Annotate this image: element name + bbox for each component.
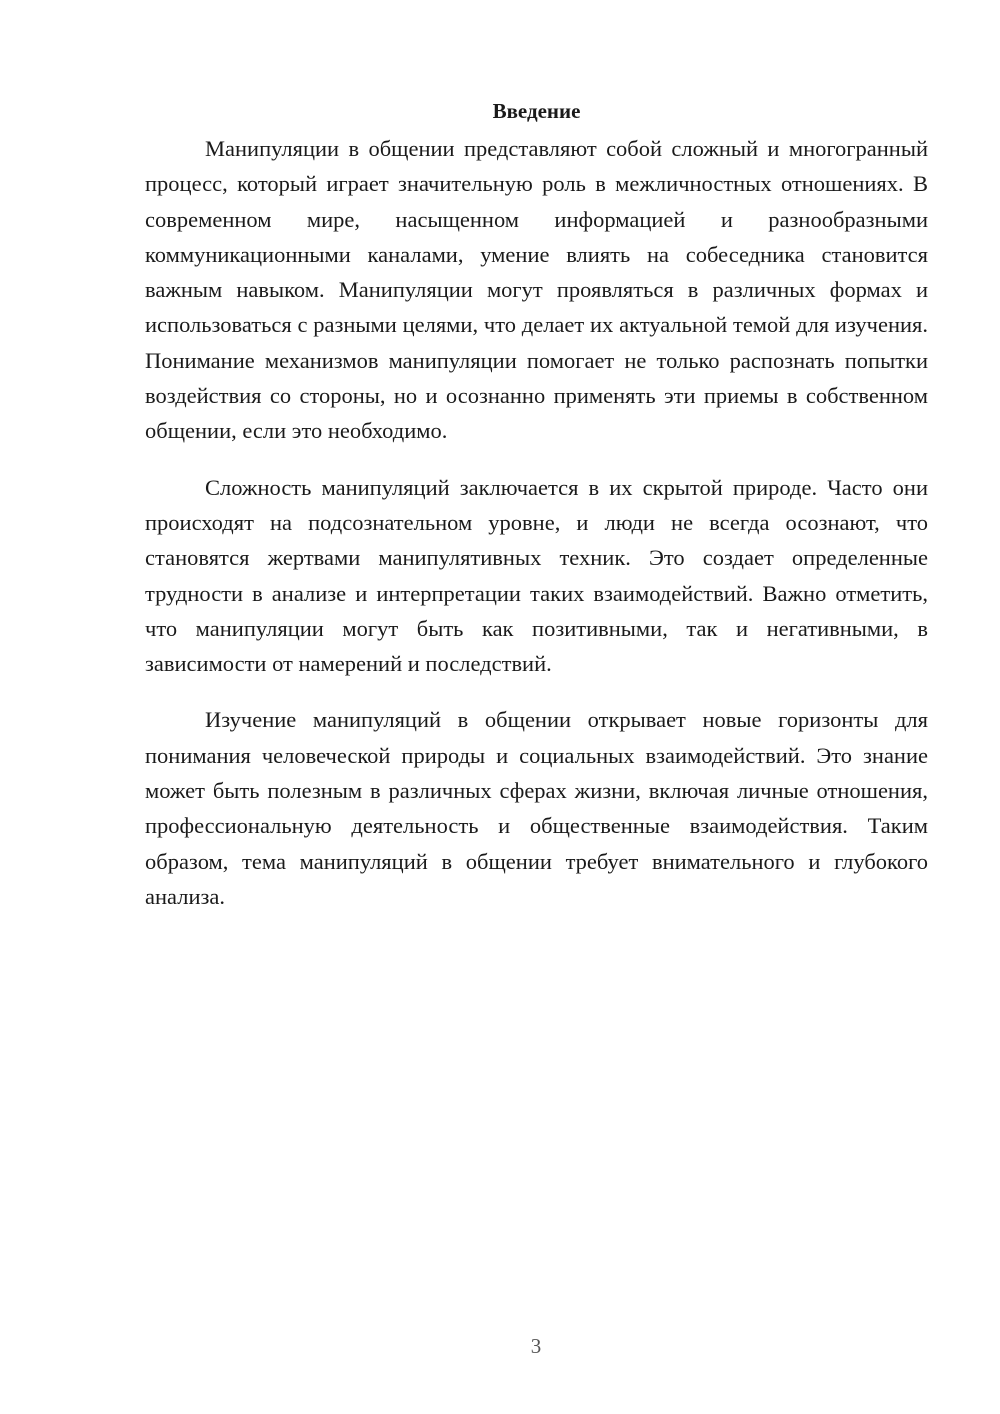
paragraph-3: Изучение манипуляций в общении открывает новые горизонты для понимания человеческой природы и социальных взаимодействий. Это знание может быть полезным в различных сферах жизни, включая личные отношения, профессиональную деятельность и общественные взаимодействия. Таким образом, тема манипуляций в общении требует внимательного и глубокого анализа. (145, 707, 928, 909)
section-heading: Введение (492, 99, 581, 123)
paragraph-2: Сложность манипуляций заключается в их скрытой природе. Часто они происходят на подсознательном уровне, и люди не всегда осознают, что становятся жертвами манипулятивных техник. Это создает определенные трудности в анализе и интерпретации таких взаимодействий. Важно отметить, что манипуляции могут быть как позитивными, так и негативными, в зависимости от намерений и последствий. (145, 474, 928, 677)
page-number: 3 (530, 1334, 542, 1358)
paragraph-1: Манипуляции в общении представляют собой сложный и многогранный процесс, который играет значительную роль в межличностных отношениях. В современном мире, насыщенном информацией и разнообразными коммуникационными каналами, умение влиять на собеседника становится важным навыком. Манипуляции могут проявляться в различных формах и использоваться с разными целями, что делает их актуальной темой для изучения. Понимание механизмов манипуляции помогает не только распознать попытки воздействия со стороны, но и осознанно применять эти приемы в собственном общении, если это необходимо. (145, 136, 928, 444)
page-content (145, 96, 928, 935)
